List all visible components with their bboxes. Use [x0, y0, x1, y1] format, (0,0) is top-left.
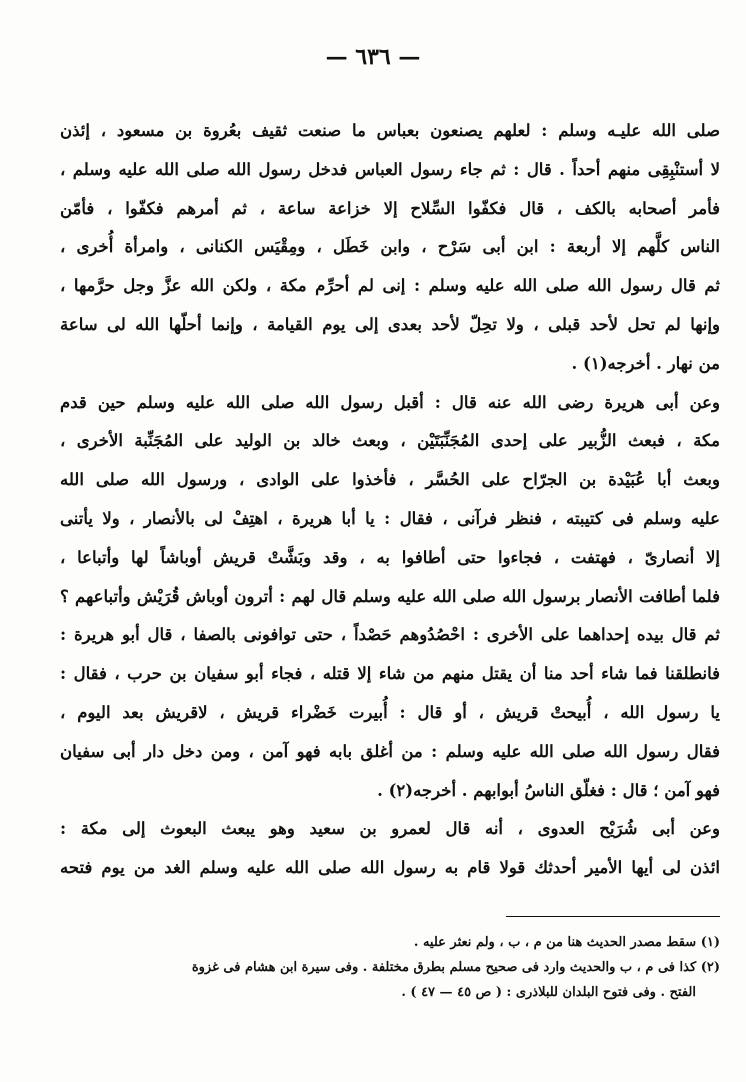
- text-line: فلما أطافت الأنصار برسول الله صلى الله عليه وسلم قال لهم : أترون أوباش قُرَيْش وأتباعهم ؟: [60, 586, 720, 606]
- page-number: — ٦٣٦ —: [325, 44, 421, 70]
- text-line: فهو آمن ؛ قال : فغلّق الناسُ أبوابهم . أخرجه(٢) .: [377, 780, 720, 800]
- text-line: مكة ، فبعث الزُّبير على إحدى المُجَنِّبَتَيْن ، وبعث خالد بن الوليد على المُجَنِّبة الأخرى ،: [60, 431, 720, 451]
- text-line: وعن أبى هريرة رضى الله عنه قال : أقبل رسول الله صلى الله عليه وسلم حين قدم: [60, 392, 720, 412]
- text-line: يا رسول الله ، أُبيحتْ قريش ، أو قال : أُبيرت خَضْراء قريش ، لاقريش بعد اليوم ،: [60, 702, 720, 722]
- main-text: [60, 112, 720, 888]
- footnotes: [40, 930, 720, 1005]
- text-line: ائذن لى أيها الأمير أحدثك قولا قام به رسول الله صلى الله عليه وسلم الغد من يوم فتحه: [60, 858, 720, 878]
- footnote-line: الفتح . وفى فتوح البلدان للبلاذرى : ( ص ٤٥ — ٤٧ ) .: [401, 985, 696, 1000]
- text-line: وبعث أبا عُبَيْدة بن الجرّاح على الحُسَّر ، فأخذوا على الوادى ، ورسول الله صلى الله: [60, 470, 720, 490]
- text-line: فأمر أصحابه بالكف ، قال فكفّوا السِّلاح إلا خزاعة ساعة ، ثم أمرهم فكفّوا ، فأمّن: [60, 198, 720, 218]
- text-line: عليه وسلم فى كتيبته ، فنظر فرآنى ، فقال : يا أبا هريرة ، اهتِفْ لى بالأنصار ، ولا يأتنى: [60, 508, 720, 528]
- text-line: لا أستنْبِقِى منهم أحداً . قال : ثم جاء رسول العباس فدخل رسول الله صلى الله عليه وسلم ،: [60, 159, 720, 179]
- text-line: فقال رسول الله صلى الله عليه وسلم : من أغلق بابه فهو آمن ، ومن دخل دار أبى سفيان: [60, 741, 720, 761]
- footnote-line: (٢) كذا فى م ، ب والحديث وارد فى صحيح مسلم بطرق مختلفة . وفى سيرة ابن هشام فى غزوة: [191, 960, 720, 975]
- footnote-divider: [506, 916, 720, 917]
- text-line: الناس كلَّهم إلا أربعة : ابن أبى سَرْح ، وابن خَطَل ، ومِقْيَس الكنانى ، وامرأة أُخرى ،: [60, 237, 720, 257]
- text-line: وعن أبى شُرَيْح العدوى ، أنه قال لعمرو بن سعيد وهو يبعث البعوث إلى مكة :: [60, 819, 720, 839]
- text-line: فانطلقنا فما شاء أحد منا أن يقتل منهم من شاء إلا قتله ، فجاء أبو سفيان بن حرب ، فقال :: [60, 664, 720, 684]
- text-line: ثم قال رسول الله صلى الله عليه وسلم : إنى لم أحرِّم مكة ، ولكن الله عزَّ وجل حرَّمها ،: [60, 276, 720, 296]
- text-line: صلى الله عليـه وسلم : لعلهم يصنعون بعباس ما صنعت ثقيف بعُروة بن مسعود ، إئذن: [60, 121, 720, 140]
- text-line: ثم قال بيده إحداهما على الأخرى : احْصُدُوهم حَصْداً ، حتى توافونى بالصفا ، قال أبو هريرة :: [60, 625, 720, 645]
- text-line: وإنها لم تحل لأحد قبلى ، ولا تحِلّ لأحد بعدى إلى يوم القيامة ، وإنما أحلّها الله لى ساعة: [60, 314, 720, 334]
- footnote-line: (١) سقط مصدر الحديث هنا من م ، ب ، ولم نعثر عليه .: [413, 935, 720, 950]
- text-line: إلا أنصارىّ ، فهتفت ، فجاءوا حتى أطافوا به ، وقد وبَشَّتْ قريش أوباشاً لها وأتباعا ،: [60, 547, 720, 567]
- text-line: من نهار . أخرجه(١) .: [571, 353, 720, 373]
